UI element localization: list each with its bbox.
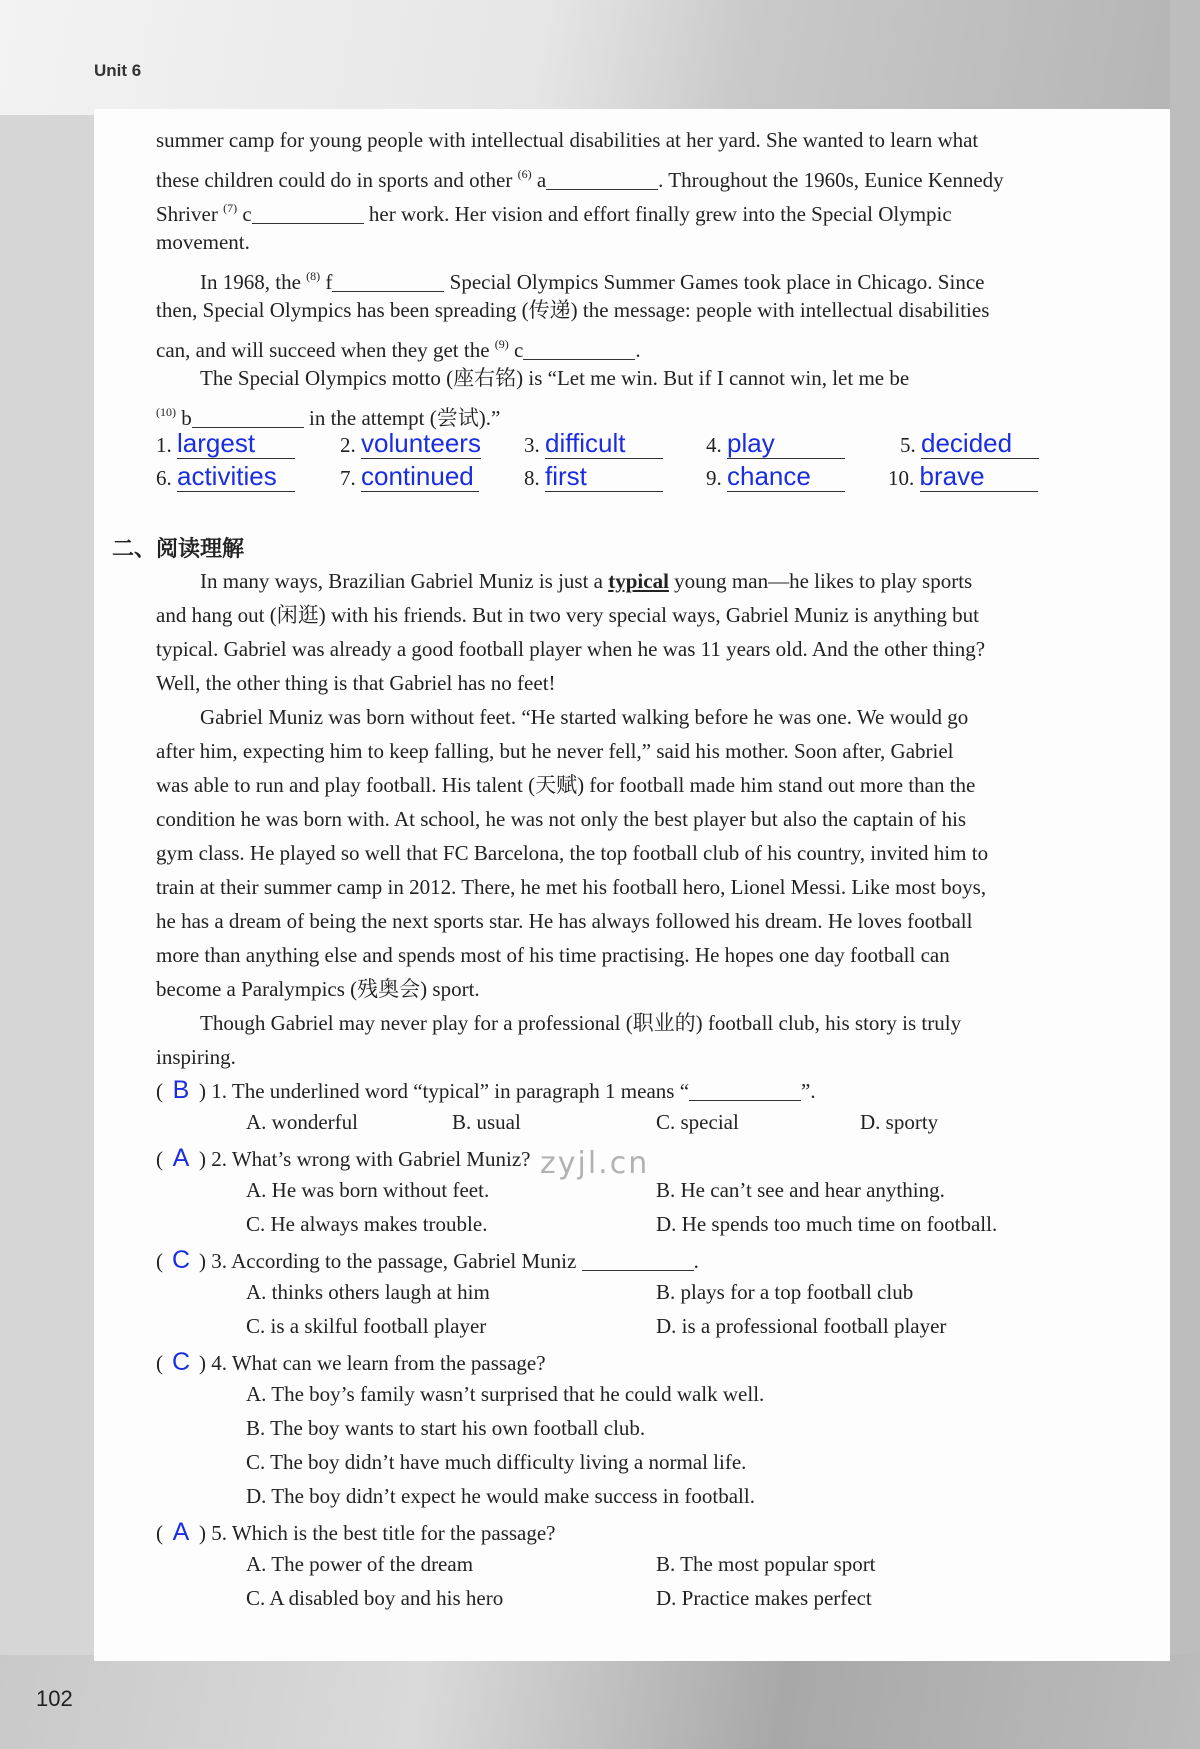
answer-choice[interactable]: C (171, 1246, 191, 1274)
reading-line: become a Paralympics (残奥会) sport. (156, 977, 480, 1001)
answer-item: 1. largest (156, 428, 295, 459)
option[interactable]: A. wonderful (246, 1110, 358, 1134)
answer-choice[interactable]: A (172, 1518, 190, 1546)
option[interactable]: C. A disabled boy and his hero (246, 1586, 504, 1610)
option[interactable]: C. special (656, 1110, 739, 1134)
option[interactable]: B. The most popular sport (656, 1552, 876, 1576)
option[interactable]: D. The boy didn’t expect he would make success in football. (246, 1484, 755, 1508)
cloze-line: $^{(10)}$ b in the attempt (尝试).” (156, 405, 501, 430)
answer-item: 5. decided (900, 428, 1039, 459)
answer-field[interactable]: chance (727, 461, 845, 492)
reading-line: typical. Gabriel was already a good football player when he was 11 years old. And the other thing? (156, 637, 986, 661)
option[interactable]: C. The boy didn’t have much difficulty living a normal life. (246, 1450, 747, 1474)
cloze-line: In 1968, the $^{(8)}$ f Special Olympics Summer Games took place in Chicago. Since (200, 269, 985, 294)
cloze-line: then, Special Olympics has been spreading (传递) the message: people with intellectual disabilities (156, 298, 990, 322)
page-background-bottom (0, 1655, 1200, 1749)
blank-6[interactable] (546, 167, 658, 190)
answer-choice[interactable]: C (171, 1348, 191, 1376)
option[interactable]: B. usual (452, 1110, 521, 1134)
answer-field[interactable]: first (545, 461, 663, 492)
reading-line: Well, the other thing is that Gabriel has no feet! (156, 671, 556, 695)
answer-item: 4. play (706, 428, 845, 459)
option[interactable]: C. He always makes trouble. (246, 1212, 488, 1236)
option[interactable]: D. sporty (860, 1110, 939, 1134)
page-background-top (0, 0, 1200, 115)
answer-item: 6. activities (156, 461, 295, 492)
answer-field[interactable]: decided (921, 428, 1039, 459)
underlined-word: typical (608, 569, 669, 593)
answer-item: 9. chance (706, 461, 845, 492)
option[interactable]: A. The power of the dream (246, 1552, 474, 1576)
reading-line: more than anything else and spends most of his time practising. He hopes one day football can (156, 943, 950, 967)
blank-8[interactable] (332, 269, 444, 292)
cloze-line: movement. (156, 230, 250, 254)
answer-item: 3. difficult (524, 428, 663, 459)
answer-item: 8. first (524, 461, 663, 492)
cloze-line: The Special Olympics motto (座右铭) is “Let me win. But if I cannot win, let me be (200, 366, 910, 390)
option[interactable]: A. thinks others laugh at him (246, 1280, 490, 1304)
unit-label: Unit 6 (94, 61, 142, 80)
reading-line: was able to run and play football. His talent (天赋) for football made him stand out more than the (156, 773, 976, 797)
option[interactable]: D. is a professional football player (656, 1314, 947, 1338)
answer-item: 10. brave (888, 461, 1038, 492)
cloze-line: summer camp for young people with intellectual disabilities at her yard. She wanted to learn what (156, 128, 979, 152)
cloze-line: these children could do in sports and other $^{(6)}$ a . Throughout the 1960s, Eunice Kennedy (156, 167, 1004, 192)
reading-line: In many ways, Brazilian Gabriel Muniz is just a typical young man—he likes to play sports (200, 569, 973, 593)
question-2: ( A ) 2. What’s wrong with Gabriel Muniz? (156, 1144, 531, 1172)
answer-item: 7. continued (340, 461, 479, 492)
answer-field[interactable]: brave (920, 461, 1038, 492)
answer-row-1 (0, 428, 1200, 462)
option[interactable]: A. He was born without feet. (246, 1178, 490, 1202)
cloze-line: Shriver $^{(7)}$ c her work. Her vision and effort finally grew into the Special Olympic (156, 201, 952, 226)
reading-line: train at their summer camp in 2012. There, he met his football hero, Lionel Messi. Like most boys, (156, 875, 987, 899)
reading-line: gym class. He played so well that FC Barcelona, the top football club of his country, invited him to (156, 841, 989, 865)
page-background-right (1170, 0, 1200, 1749)
section-title: 二、阅读理解 (112, 537, 245, 562)
answer-item: 2. volunteers (340, 428, 481, 458)
answer-field[interactable]: largest (177, 428, 295, 459)
question-5: ( A ) 5. Which is the best title for the passage? (156, 1518, 556, 1546)
reading-line: inspiring. (156, 1045, 236, 1069)
blank-7[interactable] (252, 201, 364, 224)
answer-choice[interactable]: A (172, 1144, 190, 1172)
question-blank[interactable] (582, 1248, 694, 1271)
reading-line: he has a dream of being the next sports star. He has always followed his dream. He loves football (156, 909, 973, 933)
reading-line: and hang out (闲逛) with his friends. But in two very special ways, Gabriel Muniz is anything but (156, 603, 979, 627)
reading-line: condition he was born with. At school, he was not only the best player but also the captain of his (156, 807, 967, 831)
watermark: zyjl.cn (540, 1146, 650, 1181)
blank-10[interactable] (192, 405, 304, 428)
option[interactable]: D. Practice makes perfect (656, 1586, 872, 1610)
option[interactable]: D. He spends too much time on football. (656, 1212, 998, 1236)
answer-row-2 (0, 461, 1200, 495)
reading-line: Gabriel Muniz was born without feet. “He started walking before he was one. We would go (200, 705, 969, 729)
reading-line: Though Gabriel may never play for a professional (职业的) football club, his story is truly (200, 1011, 962, 1035)
answer-field[interactable]: volunteers (361, 428, 481, 458)
option[interactable]: C. is a skilful football player (246, 1314, 487, 1338)
reading-line: after him, expecting him to keep falling, but he never fell,” said his mother. Soon after, Gabriel (156, 739, 954, 763)
question-3: ( C ) 3. According to the passage, Gabriel Muniz . (156, 1246, 699, 1274)
answer-field[interactable]: activities (177, 461, 295, 492)
answer-field[interactable]: continued (361, 461, 479, 492)
option[interactable]: A. The boy’s family wasn’t surprised that he could walk well. (246, 1382, 765, 1406)
reading-passage (156, 564, 1086, 1074)
answer-choice[interactable]: B (172, 1076, 190, 1104)
option[interactable]: B. plays for a top football club (656, 1280, 914, 1304)
option[interactable]: B. He can’t see and hear anything. (656, 1178, 945, 1202)
page-number: 102 (36, 1686, 73, 1711)
question-blank[interactable] (689, 1078, 801, 1101)
cloze-line: can, and will succeed when they get the $^{(9)}$ c . (156, 337, 641, 362)
question-1: ( B ) 1. The underlined word “typical” in paragraph 1 means “ ”. (156, 1076, 816, 1104)
blank-9[interactable] (523, 337, 635, 360)
option[interactable]: B. The boy wants to start his own football club. (246, 1416, 646, 1440)
cloze-passage (156, 123, 1086, 429)
answer-field[interactable]: play (727, 428, 845, 459)
question-4: ( C ) 4. What can we learn from the passage? (156, 1348, 546, 1376)
answer-field[interactable]: difficult (545, 428, 663, 459)
